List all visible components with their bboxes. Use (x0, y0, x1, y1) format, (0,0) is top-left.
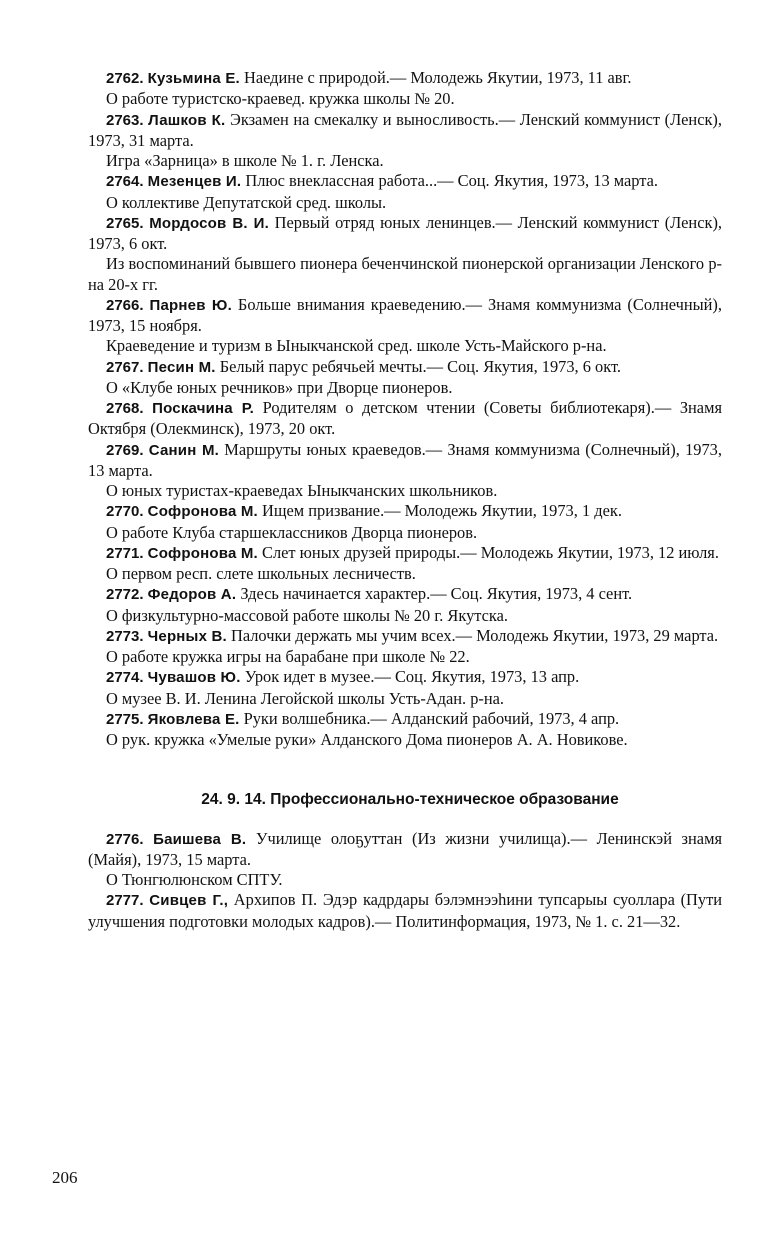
entry-citation (88, 295, 722, 337)
bibliography-entry (88, 501, 722, 543)
entry-annotation: Из воспоминаний бывшего пионера беченчинской пионерской организации Ленского р-на 20-х гг. (88, 254, 722, 294)
entry-author: Софронова М. (147, 503, 258, 521)
entry-author: Мордосов В. И. (149, 214, 269, 232)
entry-citation (88, 543, 722, 564)
entry-annotation: О физкультурно-массовой работе школы № 20 г. Якутска. (106, 605, 508, 625)
entry-author: Песин М. (147, 358, 216, 376)
entry-citation (88, 171, 722, 192)
entry-citation (88, 398, 722, 440)
entry-number: 2777. (106, 892, 144, 910)
entry-annotation: О рук. кружка «Умелые руки» Алданского Дома пионеров А. А. Новикове. (106, 730, 628, 749)
entry-number: 2776. (106, 830, 144, 848)
entry-annotation: О музее В. И. Ленина Легойской школы Усть-Адан. р-на. (106, 688, 505, 708)
entry-citation (88, 626, 722, 647)
entry-text: Здесь начинается характер.— Соц. Якутия, 1973, 4 сент. (240, 584, 633, 604)
entry-text: Палочки держать мы учим всех.— Молодежь Якутии, 1973, 29 марта. (231, 625, 719, 645)
entry-number: 2766. (106, 296, 144, 314)
entry-author: Поскачина Р. (152, 400, 255, 417)
entry-number: 2772. (106, 586, 144, 604)
bibliography-entry (88, 709, 722, 751)
entry-citation (88, 213, 722, 255)
bibliography-entry (88, 68, 722, 110)
entry-author: Лашков К. (148, 111, 226, 129)
bibliography-entry (88, 890, 722, 932)
entry-author: Федоров А. (147, 586, 237, 604)
entry-text: Руки волшебника.— Алданский рабочий, 1973, 4 апр. (243, 708, 620, 728)
bibliography-entry (88, 626, 722, 668)
entry-citation (88, 829, 722, 871)
bibliography-entry (88, 543, 722, 585)
bibliography-entry (88, 213, 722, 295)
bibliography-entry (88, 398, 722, 440)
bibliography-entry (88, 440, 722, 502)
entry-annotation: О Тюнгюлюнском СПТУ. (106, 870, 283, 889)
entry-citation (88, 110, 722, 152)
entry-number: 2764. (106, 173, 144, 191)
bibliography-entry (88, 295, 722, 357)
entry-text: Плюс внеклассная работа...— Соц. Якутия, 1973, 13 марта. (245, 171, 658, 191)
entry-author: Парнев Ю. (149, 296, 232, 314)
entry-annotation: О работе кружка игры на барабане при школе № 22. (106, 647, 470, 666)
entry-text: Наедине с природой.— Молодежь Якутии, 1973, 11 авг. (244, 68, 632, 87)
entry-citation (88, 584, 722, 605)
entry-text: Первый отряд юных ленинцев.— Ленский коммунист (Ленск), 1973, 6 окт. (88, 212, 722, 253)
entry-number: 2770. (106, 503, 144, 521)
entry-citation (88, 501, 722, 522)
entry-list (88, 829, 722, 932)
entry-list (88, 68, 722, 750)
entry-annotation: О коллективе Депутатской сред. школы. (106, 192, 387, 212)
entry-author: Мезенцев И. (147, 173, 242, 191)
entry-author: Яковлева Е. (147, 710, 240, 728)
entry-text: Родителям о детском чтении (Советы библиотекаря).— Знамя Октября (Олекминск), 1973, 20 окт. (88, 398, 722, 439)
entry-author: Софронова М. (147, 544, 258, 562)
bibliography-entry (88, 171, 722, 213)
entry-text: Ищем призвание.— Молодежь Якутии, 1973, 1 дек. (262, 501, 622, 521)
entry-citation (88, 68, 722, 89)
entry-citation (88, 440, 722, 482)
entry-number: 2769. (106, 441, 144, 459)
entry-citation (88, 709, 722, 730)
entry-author: Черных В. (147, 627, 227, 645)
entry-text: Урок идет в музее.— Соц. Якутия, 1973, 13 апр. (244, 667, 580, 687)
entry-number: 2771. (106, 544, 144, 562)
entry-text: Училище олоҕуттан (Из жизни училища).— Ленинскэй знамя (Майя), 1973, 15 марта. (88, 828, 722, 869)
entry-author: Сивцев Г., (149, 892, 229, 910)
entry-text: Больше внимания краеведению.— Знамя коммунизма (Солнечный), 1973, 15 ноября. (88, 294, 722, 335)
entry-author: Санин М. (148, 441, 220, 459)
bibliography-entry (88, 357, 722, 399)
entry-annotation: О «Клубе юных речников» при Дворце пионеров. (106, 377, 453, 397)
entry-author: Баишева В. (153, 830, 247, 848)
bibliography-entry (88, 829, 722, 891)
bibliography-entry (88, 584, 722, 626)
page-number: 206 (52, 1168, 78, 1187)
bibliography-entry (88, 110, 722, 172)
entry-author: Чувашов Ю. (147, 669, 241, 687)
section-heading: 24. 9. 14. Профессионально-техническое образование (201, 791, 619, 809)
entry-annotation: О работе туристско-краевед. кружка школы № 20. (106, 89, 455, 109)
entry-number: 2775. (106, 710, 144, 728)
entry-annotation: О первом респ. слете школьных лесничеств. (106, 564, 416, 583)
entry-text: Архипов П. Эдэр кадрдары бэлэмнээһини тупсарыы суоллара (Пути улучшения подготовки молодых кадров).— Политинформация, 1973, № 1. с. 21—32. (88, 890, 723, 931)
entry-number: 2773. (106, 627, 144, 645)
entry-number: 2765. (106, 214, 144, 232)
entry-number: 2768. (106, 400, 144, 417)
entry-text: Слет юных друзей природы.— Молодежь Якутии, 1973, 12 июля. (262, 542, 719, 562)
entry-number: 2774. (106, 669, 144, 687)
entry-text: Маршруты юных краеведов.— Знамя коммунизма (Солнечный), 1973, 13 марта. (88, 439, 722, 480)
entry-number: 2763. (106, 111, 144, 129)
entry-citation (88, 890, 722, 932)
entry-text: Экзамен на смекалку и выносливость.— Ленский коммунист (Ленск), 1973, 31 марта. (88, 109, 722, 150)
entry-annotation: О работе Клуба старшеклассников Дворца пионеров. (106, 522, 478, 542)
entry-author: Кузьмина Е. (147, 70, 240, 87)
entry-citation (88, 667, 722, 688)
entry-citation (88, 357, 722, 378)
entry-annotation: Краеведение и туризм в Ыныкчанской сред. школе Усть-Майского р-на. (106, 336, 607, 356)
entry-text: Белый парус ребячьей мечты.— Соц. Якутия, 1973, 6 окт. (219, 356, 621, 376)
entry-annotation: О юных туристах-краеведах Ыныкчанских школьников. (106, 481, 498, 500)
entry-number: 2767. (106, 358, 144, 376)
bibliography-page (88, 68, 722, 932)
entry-number: 2762. (106, 70, 144, 87)
bibliography-entry (88, 667, 722, 709)
entry-annotation: Игра «Зарница» в школе № 1. г. Ленска. (106, 151, 384, 170)
